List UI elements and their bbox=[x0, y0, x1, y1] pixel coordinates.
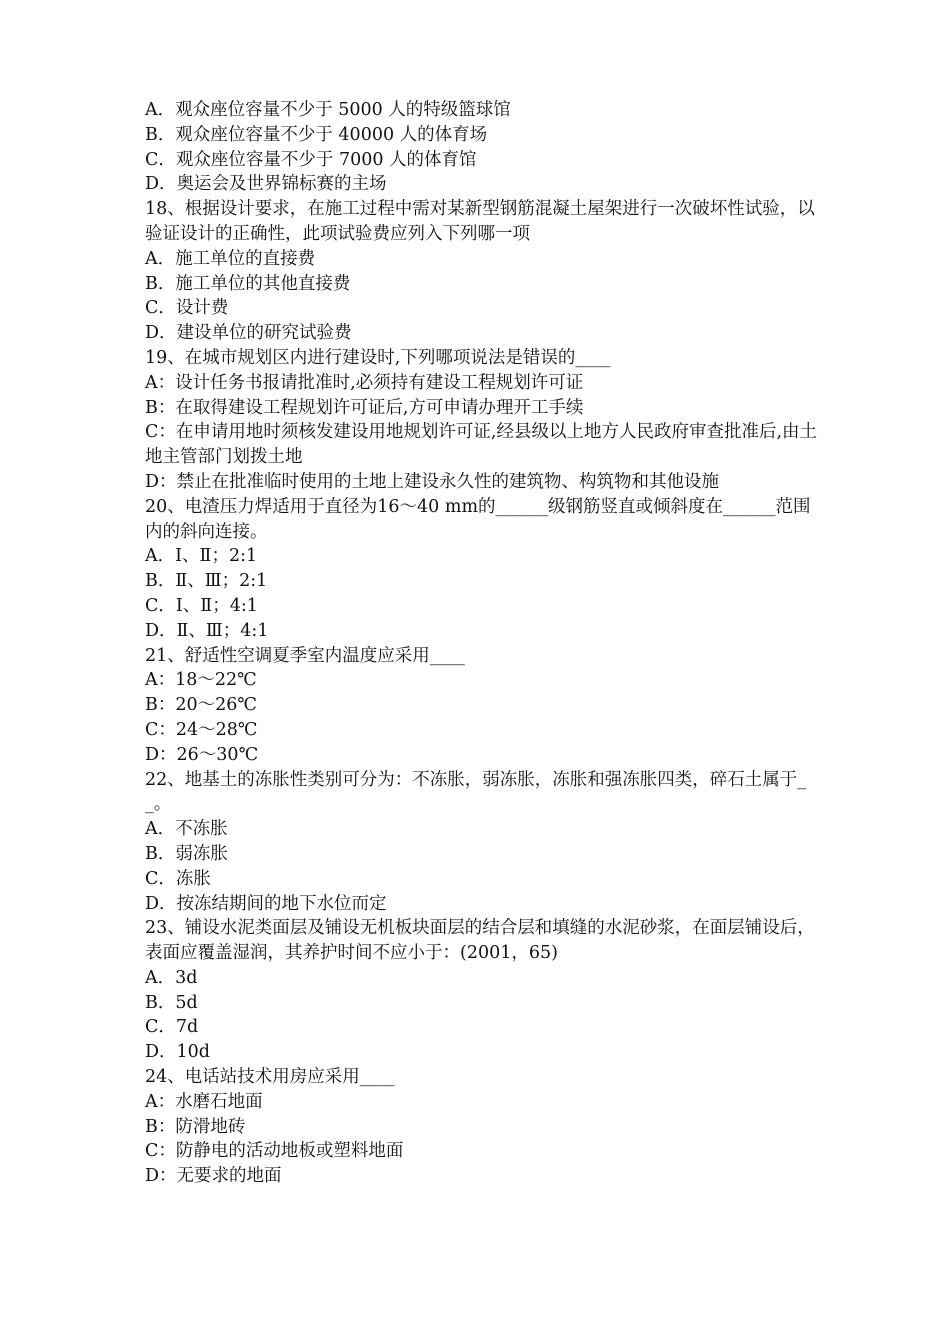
question-23: 23、铺设水泥类面层及铺设无机板块面层的结合层和填缝的水泥砂浆，在面层铺设后，表面应覆盖湿润，其养护时间不应小于：(2001，65) bbox=[145, 918, 815, 964]
question-22-option-d: D．按冻结期间的地下水位而定 bbox=[145, 893, 387, 914]
question-21-option-a: A：18～22℃ bbox=[145, 670, 257, 691]
option-d-line: D．奥运会及世界锦标赛的主场 bbox=[145, 174, 387, 195]
question-24: 24、电话站技术用房应采用____ bbox=[145, 1067, 395, 1088]
question-21-option-c: C：24～28℃ bbox=[145, 719, 258, 740]
question-18-option-b: B．施工单位的其他直接费 bbox=[145, 273, 351, 294]
question-18: 18、根据设计要求，在施工过程中需对某新型钢筋混凝土屋架进行一次破坏性试验，以验证设计的正确性，此项试验费应列入下列哪一项 bbox=[145, 199, 815, 244]
question-19-option-d: D：禁止在批准临时使用的土地上建设永久性的建筑物、构筑物和其他设施 bbox=[145, 471, 720, 492]
question-21-option-b: B：20～26℃ bbox=[145, 695, 257, 716]
question-22-option-a: A．不冻胀 bbox=[145, 819, 228, 840]
question-18-option-d: D．建设单位的研究试验费 bbox=[145, 323, 352, 344]
question-22-option-c: C．冻胀 bbox=[145, 868, 211, 889]
option-a-line: A．观众座位容量不少于 5000 人的特级篮球馆 bbox=[145, 100, 511, 120]
question-20-option-d: D．Ⅱ、Ⅲ；4:1 bbox=[145, 620, 269, 641]
question-21-option-d: D：26～30℃ bbox=[145, 744, 259, 765]
question-18-option-a: A．施工单位的直接费 bbox=[145, 248, 316, 269]
option-b-line: B．观众座位容量不少于 40000 人的体育场 bbox=[145, 124, 488, 145]
question-20: 20、电渣压力焊适用于直径为16～40 mm的______级钢筋竖直或倾斜度在______范围内的斜向连接。 bbox=[145, 496, 811, 542]
question-19-option-c: C：在申请用地时须核发建设用地规划许可证,经县级以上地方人民政府审查批准后,由土地主管部门划拨土地 bbox=[145, 422, 818, 468]
question-21: 21、舒适性空调夏季室内温度应采用____ bbox=[145, 645, 465, 666]
question-24-option-c: C：防静电的活动地板或塑料地面 bbox=[145, 1141, 404, 1162]
question-19-option-b: B：在取得建设工程规划许可证后,方可申请办理开工手续 bbox=[145, 397, 584, 418]
question-22: 22、地基土的冻胀性类别可分为：不冻胀，弱冻胀，冻胀和强冻胀四类，碎石土属于__。 bbox=[145, 769, 807, 815]
question-23-option-b: B．5d bbox=[145, 992, 198, 1013]
question-24-option-d: D：无要求的地面 bbox=[145, 1166, 282, 1187]
question-23-option-c: C．7d bbox=[145, 1017, 199, 1038]
question-23-option-a: A．3d bbox=[145, 967, 198, 988]
question-20-option-c: C．Ⅰ、Ⅱ；4:1 bbox=[145, 595, 258, 616]
document-page bbox=[145, 98, 817, 1189]
question-19-option-a: A：设计任务书报请批准时,必须持有建设工程规划许可证 bbox=[145, 372, 584, 393]
question-19: 19、在城市规划区内进行建设时,下列哪项说法是错误的____ bbox=[145, 347, 611, 368]
question-18-option-c: C．设计费 bbox=[145, 298, 229, 319]
question-20-option-b: B．Ⅱ、Ⅲ；2:1 bbox=[145, 571, 268, 592]
question-22-option-b: B．弱冻胀 bbox=[145, 843, 228, 864]
question-24-option-a: A：水磨石地面 bbox=[145, 1091, 263, 1112]
question-23-option-d: D．10d bbox=[145, 1042, 211, 1063]
question-24-option-b: B：防滑地砖 bbox=[145, 1116, 246, 1137]
option-c-line: C．观众座位容量不少于 7000 人的体育馆 bbox=[145, 149, 477, 170]
question-20-option-a: A．Ⅰ、Ⅱ；2:1 bbox=[145, 546, 258, 567]
